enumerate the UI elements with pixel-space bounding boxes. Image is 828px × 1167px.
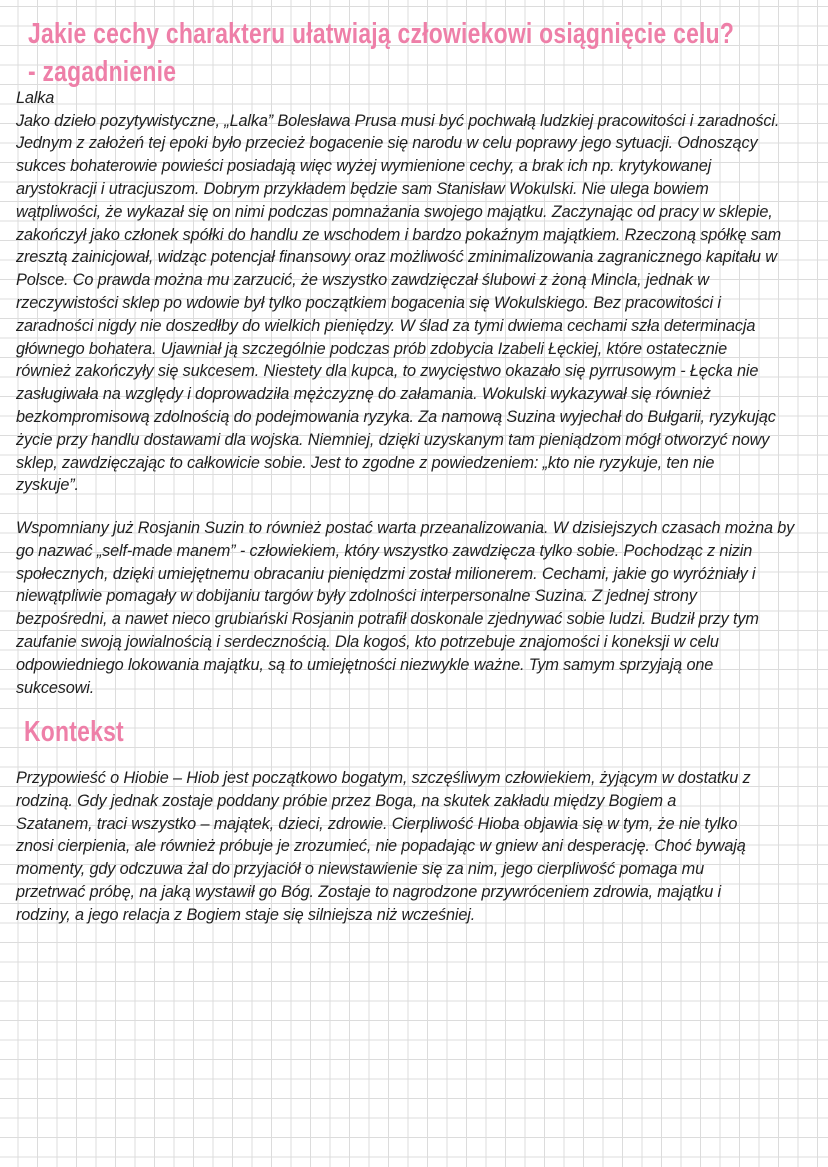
subtitle-lalka: Lalka [16,89,55,107]
text-line: sukcesowi. [16,678,95,697]
text-line: społecznych, dzięki umiejętnemu obracaniu pieniędzmi został milionerem. Cechami, jakie go wyróżniały i [16,564,756,583]
text-line: znosi cierpienia, ale również próbuje je zrozumieć, nie popadając w gniew ani desperację. Choć bywają [16,837,746,856]
text-line: zasługiwała na względy i doprowadziła mężczyznę do załamania. Wokulski wykazywał się również [16,385,711,404]
text-line: arystokracji i utracjuszom. Dobrym przykładem będzie sam Stanisław Wokulski. Nie ulega bowiem [16,179,709,198]
text-line: głównego bohatera. Ujawniał ją szczególnie podczas prób zdobycia Izabeli Łęckiej, które ostatecznie [16,339,727,358]
text-line: zakończył jako członek spółki do handlu ze wschodem i bardzo pokaźnym majątkiem. Rzeczoną spółkę sam [16,225,782,244]
text-line: rzeczywistości sklep po wdowie był tylko początkiem bogacenia się Wokulskiego. Bez pracowitości i [16,293,721,312]
text-line: Szatanem, traci wszystko – majątek, dzieci, zdrowie. Cierpliwość Hioba objawia się w tym, że nie tylko [16,814,738,833]
page-title-line-2: - zagadnienie [28,56,177,88]
text-line: odpowiedniego lokowania majątku, są to umiejętności niezwykle ważne. Tym samym sprzyjają one [16,655,714,674]
text-line: niewątpliwie pomagały w dobijaniu targów były zdolności interpersonalne Suzina. Z jednej strony [16,587,697,606]
text-line: wątpliwości, że wykazał się on nimi podczas pomnażania swojego majątku. Zaczynając od pracy w sklepie, [16,202,773,221]
text-line: Przypowieść o Hiobie – Hiob jest początkowo bogatym, szczęśliwym człowiekiem, żyjącym w dostatku z [16,769,751,787]
text-line: go nazwać „self-made manem” - człowiekiem, który wszystko zawdzięcza tylko sobie. Pochodząc z nizin [16,541,753,560]
context-heading: Kontekst [24,716,124,748]
text-line: Polsce. Co prawda można mu zarzucić, że wszystko zawdzięczał ślubowi z żoną Mincla, jednak w [16,271,709,290]
text-line: zaufanie swoją jowialnością i serdecznością. Dla kogoś, kto potrzebuje znajomości i koneksji w celu [16,633,719,651]
text-line: zyskuje”. [16,476,79,495]
text-line: bezpośredni, a nawet nieco grubiański Rosjanin potrafił doskonale zjednywać sobie ludzi. Budził przy tym [16,610,759,629]
text-line: Jednym z założeń tej epoki było przecież bogacenie się narodu w celu poprawy jego sytuacji. Odnoszący [16,134,758,153]
text-line: również zakończyły się sukcesem. Niestety dla kupca, to zwycięstwo okazało się pyrrusowym - Łęcka nie [16,362,759,381]
text-line: sukces bohaterowie powieści posiadają więc wyżej wymienione cechy, a brak ich np. krytykowanej [16,157,712,176]
text-line: momenty, gdy odczuwa żal do przyjaciół o niewstawienie się za nim, jego cierpliwość pomaga mu [16,860,704,879]
text-line: zaradności nigdy nie doszedłby do wielkich pieniędzy. W ślad za tymi dwiema cechami szła determinacja [16,316,756,335]
text-line: bezkompromisową zdolnością do podejmowania ryzyka. Za namową Suzina wyjechał do Bułgarii, ryzykując [16,407,776,426]
text-line: zresztą zainicjował, widząc potencjał finansowy oraz możliwość zminimalizowania zagranicznego kapitału w [16,248,777,267]
text-line: Wspomniany już Rosjanin Suzin to również postać warta przeanalizowania. W dzisiejszych czasach można by [16,519,795,537]
page-title-line-1: Jakie cechy charakteru ułatwiają człowiekowi osiągnięcie celu? [28,18,735,50]
text-line: rodziną. Gdy jednak zostaje poddany próbie przez Boga, na skutek zakładu między Bogiem a [16,791,677,810]
text-line: Jako dzieło pozytywistyczne, „Lalka” Bolesława Prusa musi być pochwałą ludzkiej pracowitości i zaradności. [16,111,780,130]
text-line: przetrwać próbę, na jaką wystawił go Bóg. Zostaje to nagrodzone przywróceniem zdrowia, majątku i [16,883,722,901]
text-line: rodziny, a jego relacja z Bogiem staje się silniejsza niż wcześniej. [16,905,476,924]
text-line: życie przy handlu dostawami dla wojska. Niemniej, dzięki uzyskanym tam pieniądzom mógł otworzyć nowy [16,430,770,449]
text-line: sklep, zawdzięczając to całkowicie sobie. Jest to zgodne z powiedzeniem: „kto nie ryzykuje, ten nie [16,453,715,472]
